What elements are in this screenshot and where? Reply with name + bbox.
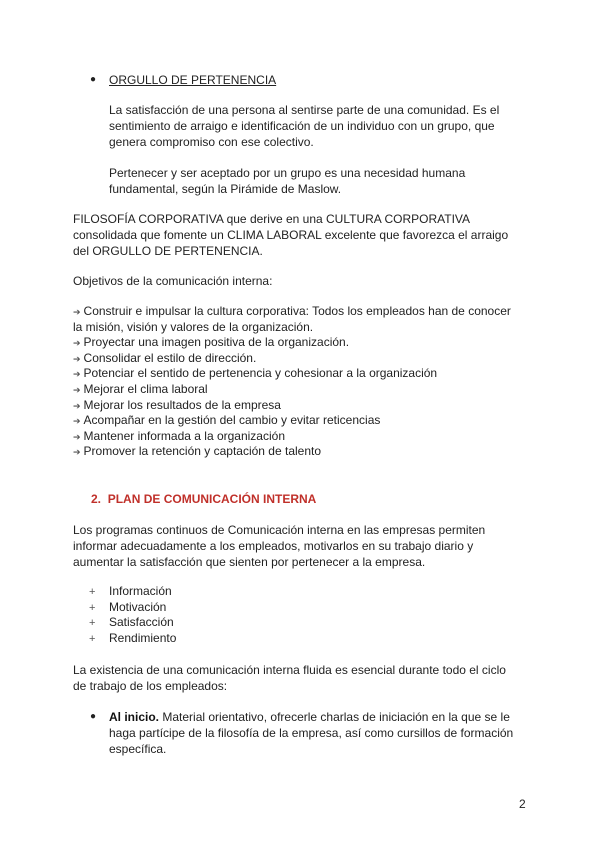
text-line: La existencia de una comunicación interna fluida es esencial durante todo el ciclo <box>73 663 506 677</box>
benefit-item: + Motivación <box>89 600 176 616</box>
pride-paragraph-2 <box>109 165 465 197</box>
section-heading <box>91 491 316 507</box>
cycle-paragraph <box>73 662 506 694</box>
objective-item: ➔ Consolidar el estilo de dirección. <box>73 350 257 365</box>
benefit-item: + Rendimiento <box>89 631 176 647</box>
arrow-right-icon: ➔ <box>73 353 81 364</box>
arrow-right-icon: ➔ <box>73 400 81 411</box>
text-line: Pertenecer y ser aceptado por un grupo es una necesidad humana <box>109 166 466 180</box>
section-title: PLAN DE COMUNICACIÓN INTERNA <box>107 492 317 506</box>
plus-icon: + <box>89 617 96 629</box>
text-line: consolidada que fomente un CLIMA LABORAL excelente que favorezca el arraigo <box>73 228 509 242</box>
text-line: del ORGULLO DE PERTENENCIA. <box>73 244 263 258</box>
text-line: fundamental, según la Pirámide de Maslow. <box>109 182 342 196</box>
text-line: aumentar la satisfacción que sienten por pertenecer a la empresa. <box>73 555 426 569</box>
objective-item: ➔ Potenciar el sentido de pertenencia y cohesionar a la organización <box>73 366 438 381</box>
objective-item: ➔ Promover la retención y captación de talento <box>73 444 322 459</box>
start-item <box>109 709 513 757</box>
arrow-right-icon: ➔ <box>73 447 81 458</box>
text-line: Al inicio. Material orientativo, ofrecerle charlas de iniciación en la que se le <box>109 710 510 724</box>
start-label: Al inicio. <box>109 710 160 724</box>
text-line: de trabajo de los empleados: <box>73 679 228 693</box>
objective-item: la misión, visión y valores de la organización. <box>73 319 314 334</box>
text-line: FILOSOFÍA CORPORATIVA que derive en una CULTURA CORPORATIVA <box>73 212 471 226</box>
text-line: informar adecuadamente a los empleados, motivarlos en su trabajo diario y <box>73 539 474 553</box>
pride-heading: ORGULLO DE PERTENENCIA <box>109 73 277 87</box>
benefit-item: + Información <box>89 584 176 600</box>
objective-item: ➔ Proyectar una imagen positiva de la organización. <box>73 335 350 350</box>
objective-item: ➔ Acompañar en la gestión del cambio y evitar reticencias <box>73 413 381 428</box>
text-line: La satisfacción de una persona al sentirse parte de una comunidad. Es el <box>109 103 500 117</box>
objective-item: ➔ Construir e impulsar la cultura corporativa: Todos los empleados han de conocer <box>73 304 511 318</box>
programs-paragraph <box>73 522 485 570</box>
philosophy-paragraph <box>73 211 508 259</box>
text-line: específica. <box>109 742 167 756</box>
benefit-item: + Satisfacción <box>89 615 176 631</box>
pride-paragraph-1 <box>109 102 499 150</box>
objectives-title: Objetivos de la comunicación interna: <box>73 274 273 288</box>
bullet-dot-icon: ● <box>90 711 97 722</box>
bullet-dot-icon: ● <box>90 74 97 85</box>
objective-item: ➔ Mejorar el clima laboral <box>73 381 208 396</box>
text-line: Los programas continuos de Comunicación interna en las empresas permiten <box>73 523 486 537</box>
arrow-right-icon: ➔ <box>73 369 81 380</box>
arrow-right-icon: ➔ <box>73 384 81 395</box>
plus-icon: + <box>89 601 96 614</box>
arrow-right-icon: ➔ <box>73 431 81 442</box>
objective-item: ➔ Mejorar los resultados de la empresa <box>73 397 281 412</box>
benefits-list <box>89 584 176 646</box>
arrow-right-icon: ➔ <box>73 416 81 427</box>
page-number: 2 <box>519 797 526 811</box>
text-line: genera compromiso con ese colectivo. <box>109 135 314 149</box>
objectives-list <box>73 304 511 460</box>
arrow-right-icon: ➔ <box>73 338 81 349</box>
arrow-right-icon: ➔ <box>73 307 81 317</box>
text-line: sentimiento de arraigo e identificación de un individuo con un grupo, que <box>109 119 495 133</box>
objective-item: ➔ Mantener informada a la organización <box>73 428 285 443</box>
plus-icon: + <box>89 632 96 645</box>
plus-icon: + <box>89 586 96 598</box>
text-line: haga partícipe de la filosofía de la empresa, así como cursillos de formación <box>109 726 514 740</box>
section-number: 2. <box>91 492 102 506</box>
